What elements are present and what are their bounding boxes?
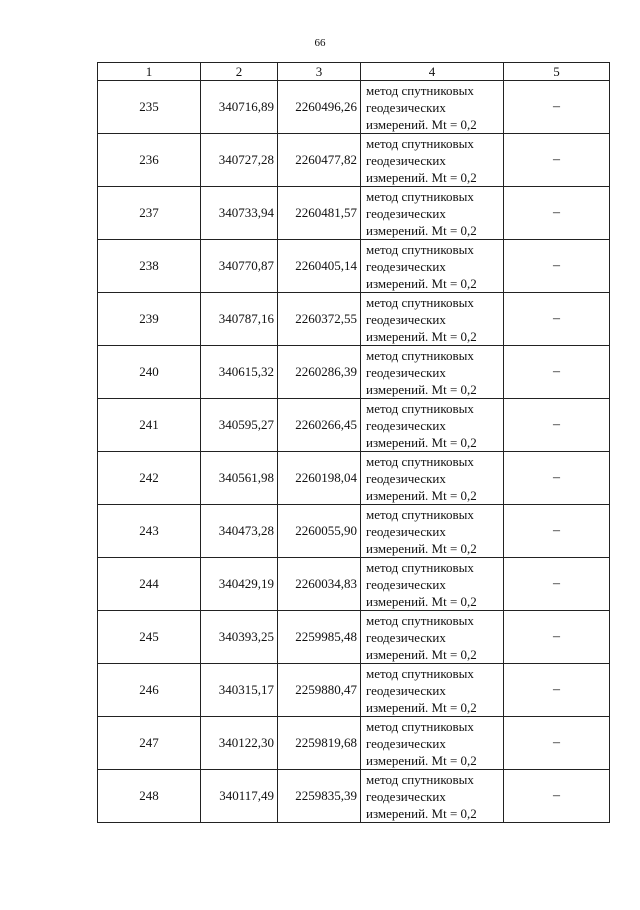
method-cell: [361, 611, 504, 664]
coordinate-x-cell: 340122,30: [201, 717, 278, 770]
method-text-line: геодезических: [366, 417, 446, 433]
note-cell: –: [504, 717, 610, 770]
note-cell: –: [504, 452, 610, 505]
method-cell: [361, 558, 504, 611]
method-cell: [361, 717, 504, 770]
page-number: 66: [314, 37, 326, 49]
coordinate-x-cell: 340473,28: [201, 505, 278, 558]
method-text-line: геодезических: [366, 152, 446, 168]
column-header-4: 4: [361, 63, 504, 81]
method-text-line: метод спутниковых: [366, 188, 474, 204]
point-number-cell: 245: [98, 611, 201, 664]
column-header-5: 5: [504, 63, 610, 81]
method-text-line: измерений. Mt = 0,2: [366, 116, 477, 132]
method-cell: [361, 134, 504, 187]
coordinate-y-cell: 2260372,55: [278, 293, 361, 346]
method-text-line: метод спутниковых: [366, 718, 474, 734]
coordinate-x-cell: 340117,49: [201, 770, 278, 823]
method-text-line: метод спутниковых: [366, 453, 474, 469]
method-text-line: геодезических: [366, 470, 446, 486]
method-text-line: метод спутниковых: [366, 612, 474, 628]
note-cell: –: [504, 505, 610, 558]
method-text-line: метод спутниковых: [366, 771, 474, 787]
coordinate-y-cell: 2260034,83: [278, 558, 361, 611]
table-row: [98, 611, 610, 664]
point-number-cell: 241: [98, 399, 201, 452]
method-text-line: метод спутниковых: [366, 135, 474, 151]
method-text-line: измерений. Mt = 0,2: [366, 805, 477, 821]
point-number-cell: 243: [98, 505, 201, 558]
note-cell: –: [504, 187, 610, 240]
table-row: [98, 505, 610, 558]
table-header: [98, 63, 610, 81]
coordinate-x-cell: 340770,87: [201, 240, 278, 293]
table-row: [98, 187, 610, 240]
method-cell: [361, 240, 504, 293]
point-number-cell: 248: [98, 770, 201, 823]
method-text-line: измерений. Mt = 0,2: [366, 328, 477, 344]
method-text-line: метод спутниковых: [366, 82, 474, 98]
table-row: [98, 399, 610, 452]
method-text-line: геодезических: [366, 311, 446, 327]
table-row: [98, 134, 610, 187]
note-cell: –: [504, 770, 610, 823]
method-text-line: измерений. Mt = 0,2: [366, 275, 477, 291]
column-header-2: 2: [201, 63, 278, 81]
note-cell: –: [504, 240, 610, 293]
table-row: [98, 664, 610, 717]
coordinates-table: [97, 62, 610, 823]
point-number-cell: 244: [98, 558, 201, 611]
point-number-cell: 238: [98, 240, 201, 293]
coordinate-y-cell: 2259985,48: [278, 611, 361, 664]
method-text-line: измерений. Mt = 0,2: [366, 487, 477, 503]
point-number-cell: 239: [98, 293, 201, 346]
method-text-line: геодезических: [366, 99, 446, 115]
method-text-line: метод спутниковых: [366, 665, 474, 681]
method-cell: [361, 293, 504, 346]
method-text-line: измерений. Mt = 0,2: [366, 540, 477, 556]
method-text-line: метод спутниковых: [366, 241, 474, 257]
note-cell: –: [504, 664, 610, 717]
point-number-cell: 242: [98, 452, 201, 505]
coordinate-x-cell: 340727,28: [201, 134, 278, 187]
note-cell: –: [504, 399, 610, 452]
method-text-line: геодезических: [366, 788, 446, 804]
method-text-line: геодезических: [366, 258, 446, 274]
note-cell: –: [504, 346, 610, 399]
coordinate-x-cell: 340429,19: [201, 558, 278, 611]
coordinate-y-cell: 2260055,90: [278, 505, 361, 558]
method-text-line: геодезических: [366, 735, 446, 751]
method-text-line: измерений. Mt = 0,2: [366, 434, 477, 450]
method-text-line: метод спутниковых: [366, 400, 474, 416]
coordinate-y-cell: 2260405,14: [278, 240, 361, 293]
table-row: [98, 240, 610, 293]
method-cell: [361, 81, 504, 134]
note-cell: –: [504, 558, 610, 611]
method-text-line: измерений. Mt = 0,2: [366, 593, 477, 609]
coordinate-y-cell: 2259835,39: [278, 770, 361, 823]
method-cell: [361, 187, 504, 240]
coordinate-y-cell: 2259880,47: [278, 664, 361, 717]
method-text-line: геодезических: [366, 523, 446, 539]
coordinate-y-cell: 2260266,45: [278, 399, 361, 452]
table-body: [98, 81, 610, 823]
coordinate-x-cell: 340561,98: [201, 452, 278, 505]
coordinate-x-cell: 340595,27: [201, 399, 278, 452]
coordinate-y-cell: 2260481,57: [278, 187, 361, 240]
method-text-line: геодезических: [366, 364, 446, 380]
method-text-line: геодезических: [366, 205, 446, 221]
coordinate-x-cell: 340787,16: [201, 293, 278, 346]
method-text-line: метод спутниковых: [366, 294, 474, 310]
method-cell: [361, 399, 504, 452]
coordinate-x-cell: 340315,17: [201, 664, 278, 717]
table-row: [98, 558, 610, 611]
coordinate-y-cell: 2260286,39: [278, 346, 361, 399]
table-row: [98, 81, 610, 134]
point-number-cell: 236: [98, 134, 201, 187]
table-row: [98, 346, 610, 399]
method-text-line: измерений. Mt = 0,2: [366, 169, 477, 185]
point-number-cell: 235: [98, 81, 201, 134]
point-number-cell: 247: [98, 717, 201, 770]
method-text-line: геодезических: [366, 576, 446, 592]
method-text-line: метод спутниковых: [366, 506, 474, 522]
method-cell: [361, 770, 504, 823]
method-text-line: измерений. Mt = 0,2: [366, 699, 477, 715]
method-cell: [361, 664, 504, 717]
column-header-3: 3: [278, 63, 361, 81]
method-text-line: измерений. Mt = 0,2: [366, 381, 477, 397]
coordinate-x-cell: 340733,94: [201, 187, 278, 240]
coordinate-y-cell: 2260496,26: [278, 81, 361, 134]
method-text-line: измерений. Mt = 0,2: [366, 222, 477, 238]
method-text-line: измерений. Mt = 0,2: [366, 752, 477, 768]
coordinate-y-cell: 2259819,68: [278, 717, 361, 770]
method-text-line: измерений. Mt = 0,2: [366, 646, 477, 662]
header-row: [98, 63, 610, 81]
point-number-cell: 240: [98, 346, 201, 399]
coordinate-x-cell: 340716,89: [201, 81, 278, 134]
method-cell: [361, 346, 504, 399]
method-cell: [361, 505, 504, 558]
coordinate-y-cell: 2260477,82: [278, 134, 361, 187]
coordinate-x-cell: 340615,32: [201, 346, 278, 399]
note-cell: –: [504, 134, 610, 187]
method-text-line: метод спутниковых: [366, 347, 474, 363]
method-cell: [361, 452, 504, 505]
note-cell: –: [504, 81, 610, 134]
table-row: [98, 452, 610, 505]
method-text-line: геодезических: [366, 629, 446, 645]
method-text-line: геодезических: [366, 682, 446, 698]
coordinate-y-cell: 2260198,04: [278, 452, 361, 505]
note-cell: –: [504, 611, 610, 664]
table-row: [98, 770, 610, 823]
coordinate-x-cell: 340393,25: [201, 611, 278, 664]
method-text-line: метод спутниковых: [366, 559, 474, 575]
table-row: [98, 717, 610, 770]
point-number-cell: 237: [98, 187, 201, 240]
note-cell: –: [504, 293, 610, 346]
table-row: [98, 293, 610, 346]
point-number-cell: 246: [98, 664, 201, 717]
column-header-1: 1: [98, 63, 201, 81]
